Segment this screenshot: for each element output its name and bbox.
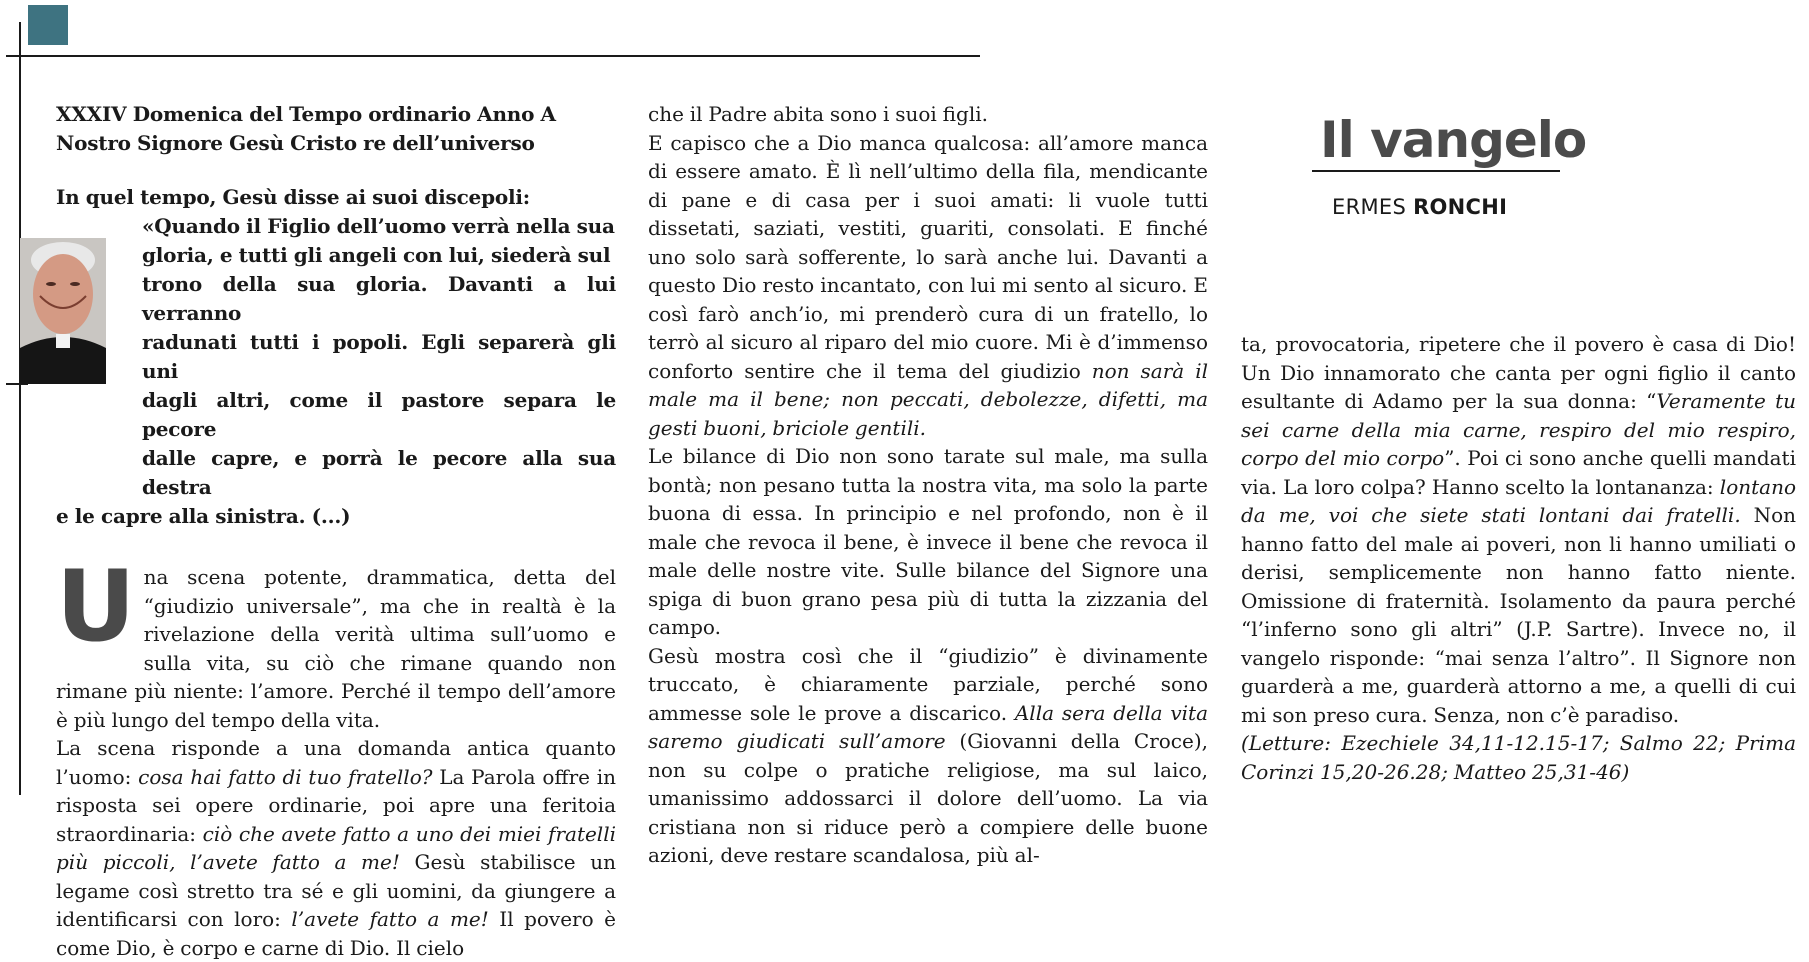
article-heading bbox=[56, 100, 616, 158]
quote-line: dagli altri, come il pastore separa le pecore bbox=[142, 388, 616, 441]
body-column-1 bbox=[56, 550, 616, 962]
body-paragraph: che il Padre abita sono i suoi figli. bbox=[648, 102, 988, 126]
gospel-quote bbox=[56, 212, 616, 531]
gospel-intro: In quel tempo, Gesù disse ai suoi discepoli: bbox=[56, 185, 530, 209]
body-paragraph: ta, provocatoria, ripetere che il povero è casa di Dio! Un Dio innamorato che canta per ogni figlio il canto esultante di Adamo per la sua donna: “Veramente tu sei carne della mia carne, respiro del mio respiro, corpo del mio corpo”. Poi ci sono anche quelli mandati via. La loro colpa? Hanno scelto la lontananza: lontano da me, voi che siete stati lontani dai fratelli. Non hanno fatto del male ai poveri, non li hanno umiliati o derisi, semplicemente non hanno fatto niente. Omissione di fraternità. Isolamento da paura perché “l’inferno sono gli altri” (J.P. Sartre). Invece no, il vangelo risponde: “mai senza l’altro”. Il Signore non guarderà a me, guarderà attorno a me, a quelli di cui mi son preso cura. Senza, non c’è paradiso. bbox=[1241, 332, 1796, 727]
vertical-rule bbox=[19, 22, 21, 795]
top-rule bbox=[6, 55, 980, 57]
quote-line: gloria, e tutti gli angeli con lui, siederà sul bbox=[142, 243, 611, 267]
heading-line-2: Nostro Signore Gesù Cristo re dell’universo bbox=[56, 131, 535, 155]
column-1 bbox=[56, 100, 616, 962]
quote-line: «Quando il Figlio dell’uomo verrà nella sua bbox=[142, 214, 615, 238]
author-byline bbox=[1332, 195, 1507, 219]
column-2 bbox=[648, 100, 1208, 870]
quote-line: e le capre alla sinistra. (...) bbox=[56, 504, 351, 528]
body-paragraph: E capisco che a Dio manca qualcosa: all’amore manca di essere amato. È lì nell’ultimo della fila, mendicante di pane e di casa per i suoi amati: li vuole tutti dissetati, saziati, vestiti, guariti, consolati. E finché uno solo sarà sofferente, lo sarà anche lui. Davanti a questo Dio resto incantato, con lui mi sento al sicuro. E così farò anch’io, mi prenderò cura di un fratello, lo terrò al sicuro al riparo del mio cuore. Mi è d’immenso conforto sentire che il tema del giudizio non sarà il male ma il bene; non peccati, debolezze, difetti, ma gesti buoni, briciole gentili. bbox=[648, 130, 1209, 440]
title-underline bbox=[1312, 170, 1560, 172]
body-paragraph: Una scena potente, drammatica, detta del “giudizio universale”, ma che in realtà è la rivelazione della verità ultima sull’uomo e sulla vita, su ciò che rimane quando non rimane più niente: l’amore. Perché il tempo dell’amore è più lungo del tempo della vita. bbox=[56, 550, 616, 732]
body-paragraph: Le bilance di Dio non sono tarate sul male, ma sulla bontà; non pesano tutta la nostra vita, ma solo la parte buona di essa. In principio e nel profondo, non è il male che revoca il bene, è invece il bene che revoca il male delle nostre vite. Sulle bilance del Signore una spiga di buon grano pesa più di tutta la zizzania del campo. bbox=[648, 444, 1208, 639]
author-first-name: ERMES bbox=[1332, 195, 1407, 219]
drop-cap: U bbox=[56, 550, 136, 664]
quote-line: trono della sua gloria. Davanti a lui verranno bbox=[142, 272, 616, 325]
heading-line-1: XXXIV Domenica del Tempo ordinario Anno A bbox=[56, 102, 556, 126]
quote-line: dalle capre, e porrà le pecore alla sua destra bbox=[142, 446, 616, 499]
section-title: Il vangelo bbox=[1320, 111, 1587, 169]
quote-line: radunati tutti i popoli. Egli separerà gli uni bbox=[142, 330, 616, 383]
column-3 bbox=[1241, 330, 1796, 787]
readings-references: (Letture: Ezechiele 34,11-12.15-17; Salmo 22; Prima Corinzi 15,20-26.28; Matteo 25,31-46) bbox=[1241, 731, 1796, 784]
accent-square bbox=[28, 5, 68, 45]
body-paragraph: Gesù mostra così che il “giudizio” è divinamente truccato, è chiaramente parziale, perché sono ammesse sole le prove a discarico. Alla sera della vita saremo giudicati sull’amore (Giovanni della Croce), non su colpe o pratiche religiose, ma sul laico, umanissimo addossarci il dolore dell’uomo. La via cristiana non si riduce però a compiere delle buone azioni, deve restare scandalosa, più al- bbox=[648, 643, 1208, 867]
body-paragraph: La scena risponde a una domanda antica quanto l’uomo: cosa hai fatto di tuo fratello? La Parola offre in risposta sei opere ordinarie, poi apre una feritoia straordinaria: ciò che avete fatto a uno dei miei fratelli più piccoli, l’avete fatto a me! Gesù stabilisce un legame così stretto tra sé e gli uomini, da giungere a identificarsi con loro: l’avete fatto a me! Il povero è come Dio, è corpo e carne di Dio. Il cielo bbox=[56, 736, 616, 960]
author-last-name: RONCHI bbox=[1413, 195, 1508, 219]
